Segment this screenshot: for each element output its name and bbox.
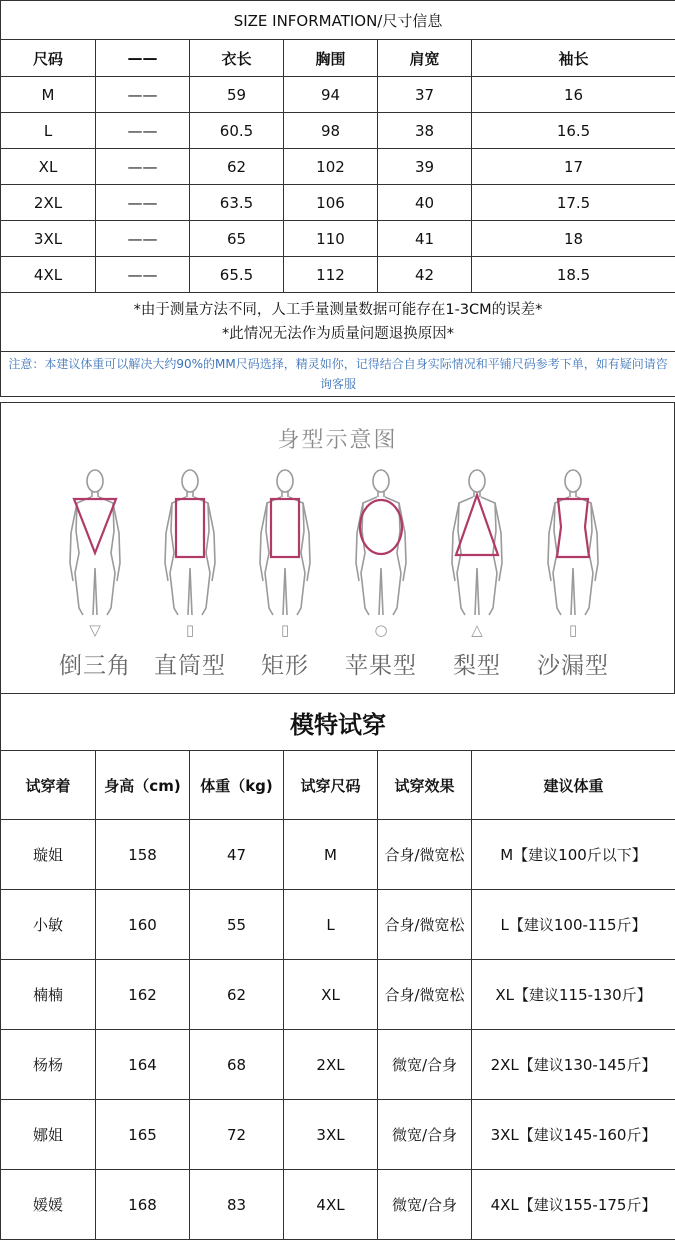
table-cell: 4XL <box>1 257 96 293</box>
table-cell: XL【建议115-130斤】 <box>472 960 675 1030</box>
table-cell: 110 <box>284 221 378 257</box>
header-cell: —— <box>96 40 190 77</box>
table-cell: 16 <box>472 77 675 113</box>
table-cell: 38 <box>378 113 472 149</box>
table-cell: 164 <box>96 1030 190 1100</box>
body-shape-outline <box>176 499 204 557</box>
table-cell: 39 <box>378 149 472 185</box>
body-type-symbol: ▯ <box>280 621 290 639</box>
size-table <box>0 0 675 397</box>
body-type-symbol: △ <box>471 621 483 639</box>
body-shape-outline <box>271 499 299 557</box>
table-cell: 112 <box>284 257 378 293</box>
table-cell: 168 <box>96 1170 190 1240</box>
note-line-1: *由于测量方法不同，人工手量测量数据可能存在1-3CM的误差* <box>133 302 543 318</box>
table-cell: —— <box>96 113 190 149</box>
body-type-label: 苹果型 <box>345 653 417 679</box>
table-cell: 2XL <box>284 1030 378 1100</box>
table-cell: 41 <box>378 221 472 257</box>
table-cell: —— <box>96 149 190 185</box>
table-cell: 3XL【建议145-160斤】 <box>472 1100 675 1170</box>
table-row <box>1 1030 675 1100</box>
header-cell: 建议体重 <box>472 751 675 820</box>
body-figure <box>70 470 120 615</box>
table-cell: 2XL <box>1 185 96 221</box>
table-cell: 合身/微宽松 <box>378 890 472 960</box>
body-figure <box>452 470 502 615</box>
body-shape-outline <box>456 495 498 555</box>
table-cell: 2XL【建议130-145斤】 <box>472 1030 675 1100</box>
table-cell: L <box>1 113 96 149</box>
table-cell: 158 <box>96 820 190 890</box>
body-figure <box>165 470 215 615</box>
table-cell: —— <box>96 257 190 293</box>
header-cell: 身高（cm) <box>96 751 190 820</box>
model-fit-table <box>0 693 675 1240</box>
table-cell: 62 <box>190 149 284 185</box>
table-row <box>1 1100 675 1170</box>
table-cell: 165 <box>96 1100 190 1170</box>
table-cell: 16.5 <box>472 113 675 149</box>
table-cell: 65.5 <box>190 257 284 293</box>
table-cell: 94 <box>284 77 378 113</box>
table-cell: 杨杨 <box>1 1030 96 1100</box>
table-cell: 微宽/合身 <box>378 1100 472 1170</box>
table-cell: 3XL <box>284 1100 378 1170</box>
table-row <box>1 1170 675 1240</box>
header-cell: 体重（kg) <box>190 751 284 820</box>
weight-advice-note: 注意：本建议体重可以解决大约90%的MM尺码选择，精灵如你，记得结合自身实际情况和平铺尺码参考下单，如有疑问请咨询客服 <box>1 352 675 397</box>
table-cell: 楠楠 <box>1 960 96 1030</box>
table-row <box>1 820 675 890</box>
table-row <box>1 890 675 960</box>
table-cell: 17.5 <box>472 185 675 221</box>
body-type-symbol: ▽ <box>89 621 101 639</box>
table-cell: 47 <box>190 820 284 890</box>
table-cell: —— <box>96 185 190 221</box>
table-cell: M【建议100斤以下】 <box>472 820 675 890</box>
table-cell: 98 <box>284 113 378 149</box>
body-type-symbol: ○ <box>374 621 388 639</box>
table-cell: 42 <box>378 257 472 293</box>
table-cell: XL <box>284 960 378 1030</box>
table-cell: 63.5 <box>190 185 284 221</box>
header-cell: 胸围 <box>284 40 378 77</box>
size-table-header <box>1 40 675 77</box>
body-figure <box>356 470 406 615</box>
body-type-label: 梨型 <box>453 653 501 679</box>
model-table-header <box>1 751 675 820</box>
table-row <box>1 960 675 1030</box>
table-cell: 媛媛 <box>1 1170 96 1240</box>
table-cell: —— <box>96 221 190 257</box>
body-shape-outline <box>74 499 116 553</box>
table-cell: 3XL <box>1 221 96 257</box>
table-cell: 162 <box>96 960 190 1030</box>
table-cell: L【建议100-115斤】 <box>472 890 675 960</box>
table-cell: 102 <box>284 149 378 185</box>
body-figure <box>260 470 310 615</box>
table-cell: 4XL <box>284 1170 378 1240</box>
table-cell: 106 <box>284 185 378 221</box>
header-cell: 试穿尺码 <box>284 751 378 820</box>
table-cell: 娜姐 <box>1 1100 96 1170</box>
body-type-label: 沙漏型 <box>537 653 609 679</box>
table-cell: M <box>284 820 378 890</box>
table-cell: 40 <box>378 185 472 221</box>
body-type-label: 直筒型 <box>154 653 226 679</box>
table-row <box>1 113 675 149</box>
table-cell: 72 <box>190 1100 284 1170</box>
header-cell: 袖长 <box>472 40 675 77</box>
table-cell: 璇姐 <box>1 820 96 890</box>
body-type-symbol: ▯ <box>568 621 578 639</box>
header-cell: 衣长 <box>190 40 284 77</box>
table-cell: 62 <box>190 960 284 1030</box>
table-cell: 17 <box>472 149 675 185</box>
table-cell: 55 <box>190 890 284 960</box>
table-cell: 160 <box>96 890 190 960</box>
table-cell: 4XL【建议155-175斤】 <box>472 1170 675 1240</box>
note-line-2: *此情况无法作为质量问题退换原因* <box>222 326 455 342</box>
body-shape-outline <box>360 500 402 554</box>
table-row <box>1 257 675 293</box>
table-cell: 微宽/合身 <box>378 1030 472 1100</box>
table-cell: 37 <box>378 77 472 113</box>
header-cell: 试穿效果 <box>378 751 472 820</box>
table-cell: XL <box>1 149 96 185</box>
table-cell: 18.5 <box>472 257 675 293</box>
size-table-title: SIZE INFORMATION/尺寸信息 <box>1 1 675 40</box>
table-cell: 微宽/合身 <box>378 1170 472 1240</box>
header-cell: 尺码 <box>1 40 96 77</box>
model-fit-title: 模特试穿 <box>1 694 675 751</box>
body-type-figure <box>0 402 675 694</box>
table-cell: 18 <box>472 221 675 257</box>
header-cell: 试穿着 <box>1 751 96 820</box>
body-shape-outline <box>557 499 589 557</box>
body-type-label: 矩形 <box>261 653 309 679</box>
table-cell: L <box>284 890 378 960</box>
body-type-label: 倒三角 <box>59 653 131 679</box>
table-cell: M <box>1 77 96 113</box>
header-cell: 肩宽 <box>378 40 472 77</box>
table-cell: 68 <box>190 1030 284 1100</box>
table-row <box>1 185 675 221</box>
table-cell: 60.5 <box>190 113 284 149</box>
body-figure <box>548 470 598 615</box>
figure-title: 身型示意图 <box>277 428 398 453</box>
table-row <box>1 221 675 257</box>
table-cell: 小敏 <box>1 890 96 960</box>
table-row <box>1 149 675 185</box>
table-cell: 合身/微宽松 <box>378 960 472 1030</box>
table-cell: 65 <box>190 221 284 257</box>
table-cell: 合身/微宽松 <box>378 820 472 890</box>
table-cell: 59 <box>190 77 284 113</box>
table-row <box>1 77 675 113</box>
table-cell: 83 <box>190 1170 284 1240</box>
body-type-symbol: ▯ <box>185 621 195 639</box>
table-cell: —— <box>96 77 190 113</box>
measurement-note <box>1 293 675 352</box>
